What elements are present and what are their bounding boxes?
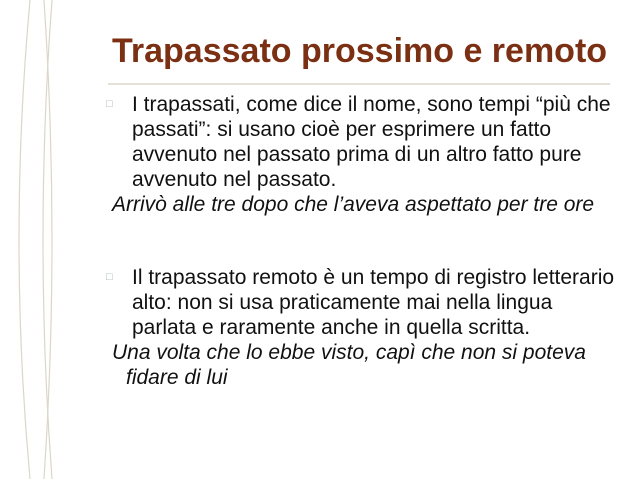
bullet-text: I trapassati, come dice il nome, sono tempi “più che passati”: si usano cioè per esprimere un fatto avvenuto nel passato prima di un altro fatto pure avvenuto nel passato. (132, 93, 611, 191)
bullet-text: Il trapassato remoto è un tempo di registro letterario alto: non si usa praticamente mai nella lingua parlata e raramente anche in quella scritta. (132, 266, 615, 339)
example-sentence: Una volta che lo ebbe visto, capì che non si poteva fidare di lui (112, 341, 586, 389)
slide-title: Trapassato prossimo e remoto (112, 32, 608, 70)
bullet-item-2 (106, 265, 622, 340)
bullet-item-1 (106, 92, 622, 192)
bullet-marker-icon: □ (106, 98, 113, 110)
bullet-marker-icon: □ (106, 271, 113, 283)
example-sentence: Arrivò alle tre dopo che l’aveva aspettato per tre ore (112, 193, 595, 216)
spacer (112, 217, 622, 265)
slide-body (106, 92, 622, 390)
